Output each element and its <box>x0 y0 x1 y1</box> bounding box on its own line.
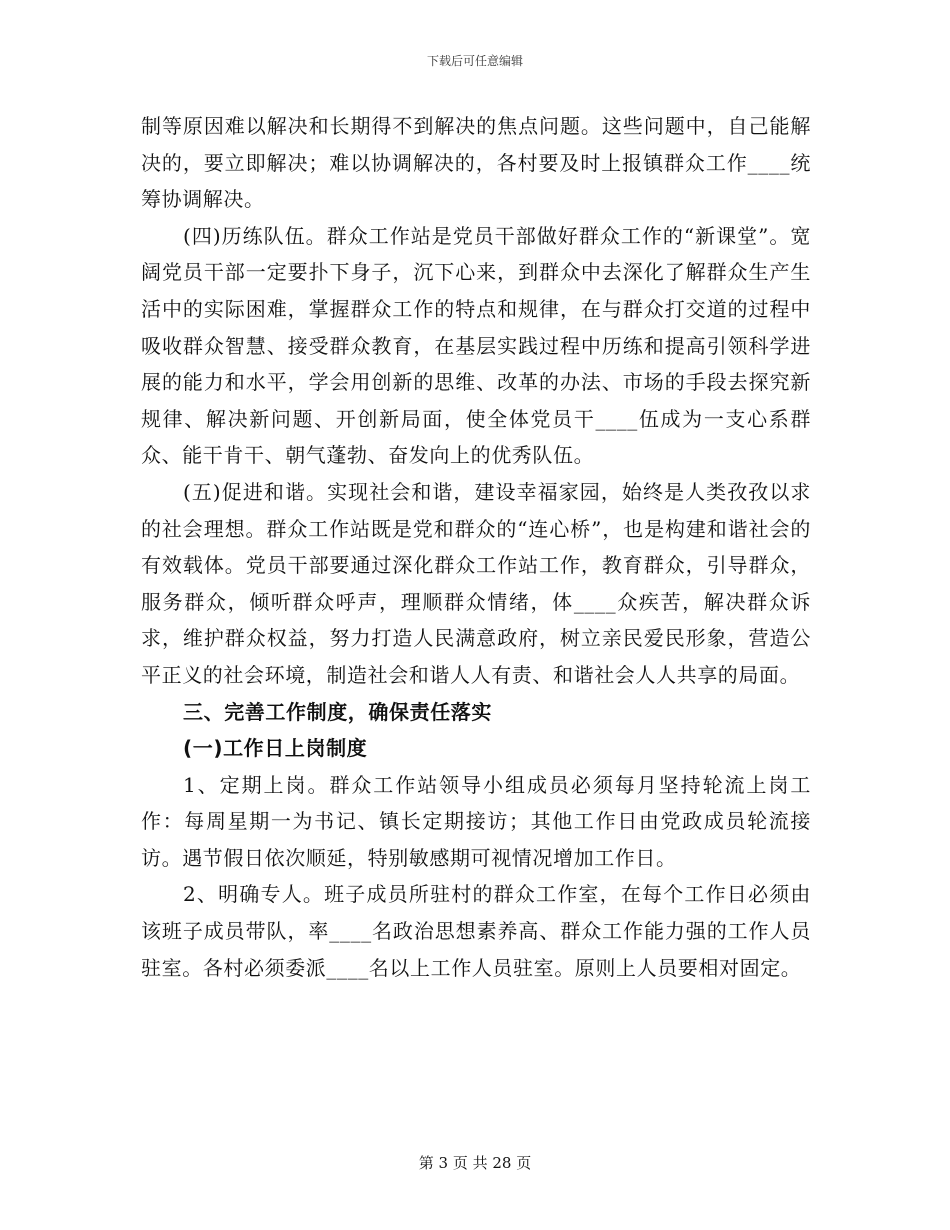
paragraph-continuation: 制等原因难以解决和长期得不到解决的焦点问题。这些问题中，自己能解决的，要立即解决；难以协调解决的，各村要及时上报镇群众工作____统筹协调解决。 <box>141 114 811 212</box>
subsection-heading: (一)工作日上岗制度 <box>183 736 368 761</box>
page-header-note: 下载后可任意编辑 <box>426 54 523 68</box>
page-number-footer: 第 3 页 共 28 页 <box>418 1154 532 1172</box>
paragraph-promote-harmony: (五)促进和谐。实现社会和谐，建设幸福家园，始终是人类孜孜以求的社会理想。群众工作站既是党和群众的“连心桥”，也是构建和谐社会的有效载体。党员干部要通过深化群众工作站工作，教育群众，引导群众，服务群众，倾听群众呼声，理顺群众情绪，体____众疾苦，解决群众诉求，维护群众权益，努力打造人民满意政府，树立亲民爱民形象，营造公平正义的社会环境，制造社会和谐人人有责、和谐社会人人共享的局面。 <box>141 479 811 687</box>
document-body <box>141 108 811 986</box>
paragraph-temper-team: (四)历练队伍。群众工作站是党员干部做好群众工作的“新课堂”。宽阔党员干部一定要扑下身子，沉下心来，到群众中去深化了解群众生产生活中的实际困难，掌握群众工作的特点和规律，在与群众打交道的过程中吸收群众智慧、接受群众教育，在基层实践过程中历练和提高引领科学进展的能力和水平，学会用创新的思维、改革的办法、市场的手段去探究新规律、解决新问题、开创新局面，使全体党员干____伍成为一支心系群众、能干肯干、朝气蓬勃、奋发向上的优秀队伍。 <box>141 223 811 468</box>
paragraph-designated-staff: 2、明确专人。班子成员所驻村的群众工作室，在每个工作日必须由该班子成员带队，率____名政治思想素养高、群众工作能力强的工作人员驻室。各村必须委派____名以上工作人员驻室。原则上人员要相对固定。 <box>141 882 811 980</box>
section-heading: 三、完善工作制度，确保责任落实 <box>183 699 492 724</box>
paragraph-regular-duty: 1、定期上岗。群众工作站领导小组成员必须每月坚持轮流上岗工作：每周星期一为书记、镇长定期接访；其他工作日由党政成员轮流接访。遇节假日依次顺延，特别敏感期可视情况增加工作日。 <box>141 772 811 870</box>
